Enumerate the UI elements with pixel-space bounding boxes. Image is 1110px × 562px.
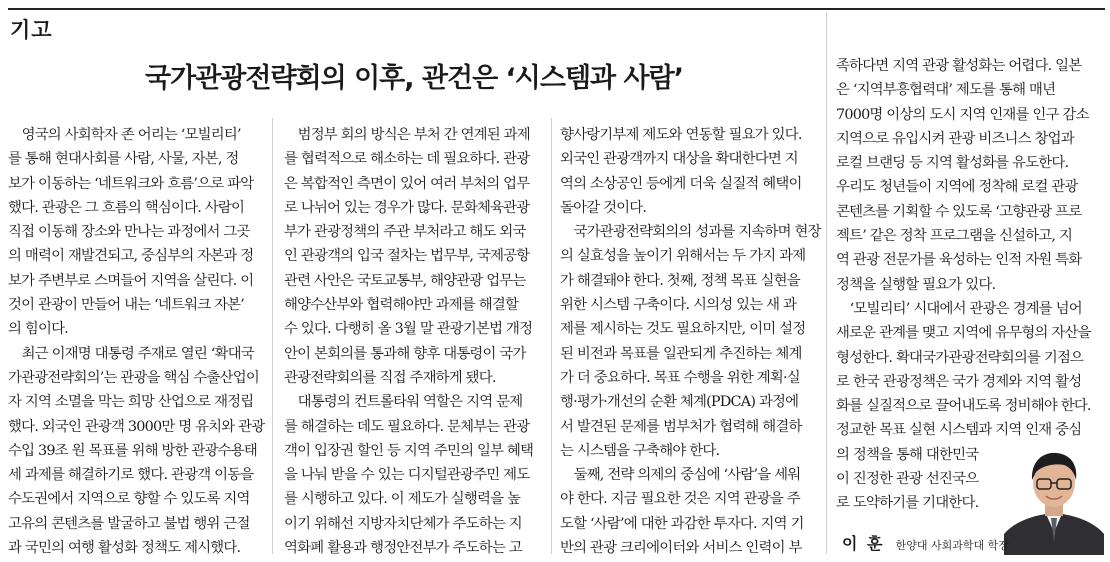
text-line: 역의 소상공인 등에게 더욱 실질적 혜택이 [560,175,802,192]
text-line: 는 시스템을 구축해야 한다. [560,442,720,459]
text-line: 야 한다. 지금 필요한 것은 지역 관광을 주 [560,491,800,508]
text-line: 로 한국 관광정책은 국가 경제와 지역 활성 [836,373,1082,390]
text-line: 은 ‘지역부흥협력대’ 제도를 통해 매년 [836,82,1056,99]
text-line: 화를 실질적으로 끌어내도록 정비해야 한다. [836,398,1091,415]
text-line: 둘째, 전략 의제의 중심에 ‘사람’을 세워 [560,467,801,484]
text-line: 세 과제를 해결하기로 했다. 관광객 이동을 [8,467,254,484]
text-line: 지역으로 유입시켜 관광 비즈니스 창업과 [836,130,1074,147]
text-line: 족하다면 지역 관광 활성화는 어렵다. 일본 [836,58,1082,74]
text-line: 안이 본회의를 통과해 향후 대통령이 국가 [284,345,526,362]
text-line: 관광전략회의를 직접 주재하게 됐다. [284,369,496,386]
byline [842,531,1009,554]
text-line: 의 매력이 재발견되고, 중심부의 자본과 정 [8,248,254,265]
text-line: 제를 제시하는 것도 필요하지만, 이미 설정 [560,321,806,338]
column-divider [272,118,273,554]
text-line: 된 비전과 목표를 일관되게 추진하는 체계 [560,345,802,362]
text-line: 로 도약하기를 기대한다. [836,495,979,512]
text-line: 의 힘이다. [8,321,68,338]
text-line: 돌아갈 것이다. [560,199,647,216]
text-line: 직접 이동해 장소와 만나는 과정에서 그곳 [8,224,250,241]
article-column-1 [8,123,263,560]
text-line: 7000명 이상의 도시 지역 인재를 인구 감소 [836,106,1089,123]
text-line: 정교한 목표 실현 시스템과 지역 인재 중심 [836,422,1082,439]
text-line: 역화폐 활용과 행정안전부가 주도하는 고 [284,540,522,557]
text-line: 가관광전략회의’는 관광을 핵심 수출산업이 [8,369,259,386]
text-line: 고유의 콘텐츠를 발굴하고 불법 행위 근절 [8,515,250,532]
text-line: 관련 사안은 국토교통부, 해양관광 업무는 [284,272,526,289]
text-line: 자 지역 소멸을 막는 희망 산업으로 재정립 [8,394,254,411]
section-label: 기고 [10,18,53,42]
text-line: 로 나뉘어 있는 경우가 많다. 문화체육관광 [284,199,530,216]
text-line: 우리도 청년들이 지역에 정착해 로컬 관광 [836,179,1078,196]
text-line: 를 협력적으로 해소하는 데 필요하다. 관광 [284,151,530,168]
text-line: 범정부 회의 방식은 부처 간 연계된 과제 [284,127,530,143]
text-line: 부가 관광정책의 주관 부처라고 해도 외국 [284,224,526,241]
text-line: 이 진정한 관광 선진국으 [836,471,979,488]
text-line: 역 관광 전문가를 육성하는 인적 자원 특화 [836,252,1082,269]
text-line: 것이 관광이 만들어 내는 ‘네트워크 자본’ [8,297,245,314]
text-line: 정책을 실행할 필요가 있다. [836,276,996,293]
text-line: 로컬 브랜딩 등 지역 활성화를 유도한다. [836,155,1069,172]
text-line: 도할 ‘사람’에 대한 과감한 투자다. 지역 기 [560,515,804,532]
text-line: 대통령의 컨트롤타워 역할은 지역 문제 [284,394,523,411]
text-line: 를 통해 현대사회를 사람, 사물, 자본, 정 [8,151,239,168]
text-line: 영국의 사회학자 존 어리는 ‘모빌리티’ [8,127,241,143]
text-line: 반의 관광 크리에이터와 서비스 인력이 부 [560,540,802,557]
text-line: 수입 39조 원 목표를 위해 방한 관광수용태 [8,442,257,459]
top-rule [8,8,1105,10]
text-line: 향사랑기부제 제도와 연동할 필요가 있다. [560,127,802,143]
author-portrait-icon [1004,442,1104,555]
article-column-3 [560,123,820,560]
article-column-2 [284,123,546,560]
text-line: 해양수산부와 협력해야만 과제를 해결할 [284,297,519,314]
author-name: 이 훈 [842,534,885,553]
text-line: 젝트’ 같은 정착 프로그램을 신설하고, 지 [836,228,1073,245]
text-line: 의 실효성을 높이기 위해서는 두 가지 과제 [560,248,806,265]
text-line: 은 복합적인 측면이 있어 여러 부처의 업무 [284,175,530,192]
text-line: 인 관광객의 입국 절차는 법무부, 국제공항 [284,248,530,265]
text-line: 과 국민의 여행 활성화 정책도 제시했다. [8,540,241,557]
text-line: 했다. 관광은 그 흐름의 핵심이다. 사람이 [8,199,245,216]
text-line: 국가관광전략회의의 성과를 지속하며 현장 [560,224,821,241]
text-line: 새로운 관계를 맺고 지역에 유무형의 자산을 [836,325,1091,342]
text-line: 콘텐츠를 기획할 수 있도록 ‘고향관광 프로 [836,203,1082,220]
text-line: 보가 이동하는 ‘네트워크와 흐름’으로 파악 [8,175,254,192]
text-line: 이기 위해선 지방자치단체가 주도하는 지 [284,515,522,532]
text-line: 수 있다. 다행히 올 3월 말 관광기본법 개정 [284,321,533,338]
text-line: 가 더 중요하다. 목표 수행을 위한 계획·실 [560,369,800,386]
text-line: 형성한다. 확대국가관광전략회의를 기점으 [836,349,1084,366]
text-line: 행·평가·개선의 순환 체계(PDCA) 과정에 [560,394,799,411]
text-line: 서 발견된 문제를 범부처가 협력해 해결하 [560,418,802,435]
text-line: ‘모빌리티’ 시대에서 관광은 경계를 넘어 [836,300,1082,317]
text-line: 위한 시스템 구축이다. 시의성 있는 새 과 [560,297,797,314]
text-line: 했다. 외국인 관광객 3000만 명 유치와 관광 [8,418,265,435]
author-title: 한양대 사회과학대 학장 [895,539,1009,552]
text-line: 수도권에서 지역으로 향할 수 있도록 지역 [8,491,250,508]
text-line: 를 해결하는 데도 필요하다. 문체부는 관광 [284,418,530,435]
column-divider [551,118,552,554]
text-line: 의 정책을 통해 대한민국 [836,446,979,463]
text-line: 최근 이재명 대통령 주재로 열린 ‘확대국 [8,345,254,362]
text-line: 객이 입장권 할인 등 지역 주민의 일부 혜택 [284,442,534,459]
text-line: 가 해결돼야 한다. 첫째, 정책 목표 실현을 [560,272,800,289]
column-divider [826,12,827,554]
text-line: 을 나눠 받을 수 있는 디지털관광주민 제도 [284,467,530,484]
text-line: 외국인 관광객까지 대상을 확대한다면 지 [560,151,798,168]
article-headline: 국가관광전략회의 이후, 관건은 ‘시스템과 사람’ [145,63,683,94]
text-line: 보가 주변부로 스며들어 지역을 살린다. 이 [8,272,254,289]
text-line: 를 시행하고 있다. 이 제도가 실행력을 높 [284,491,521,508]
